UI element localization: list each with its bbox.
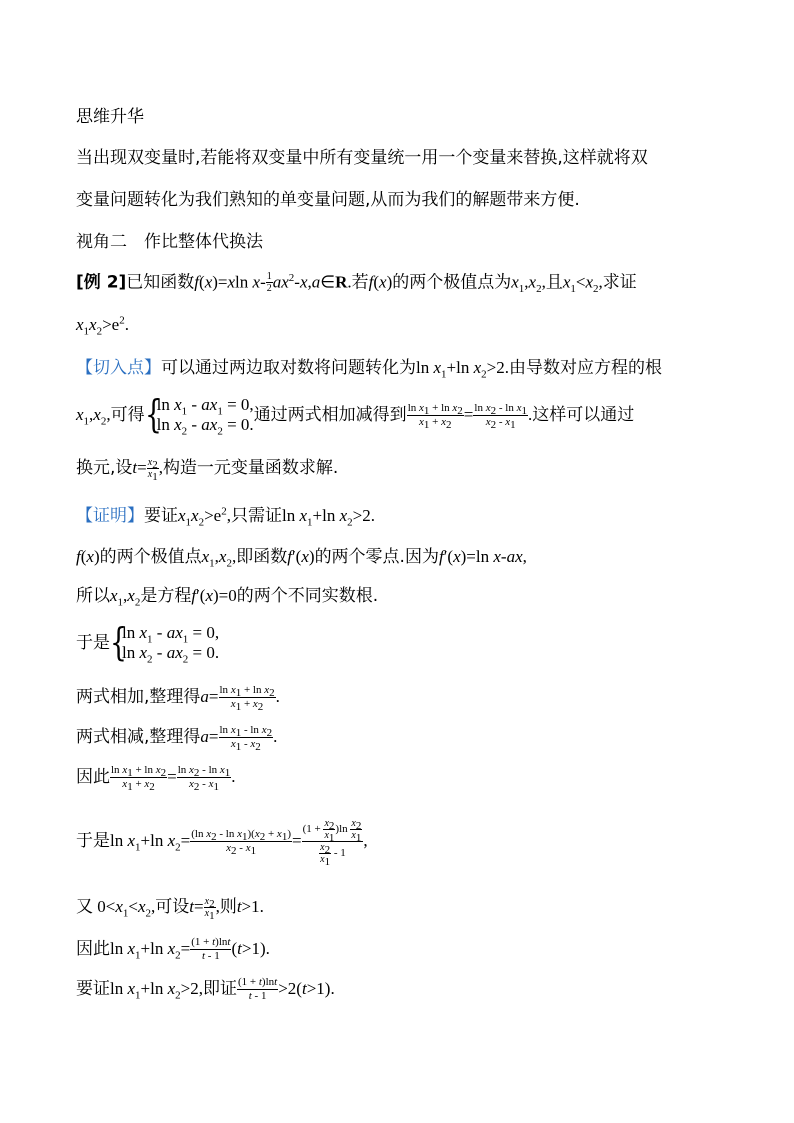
heading-think: 思维升华 [76,107,144,127]
proof-text: 是方程 [140,586,192,606]
entry-text: 由导数对应方程的根 [508,358,662,378]
entry-text: 这样可以通过 [532,405,635,425]
example-text: 求证 [602,272,637,293]
proof-text: 即证 [202,979,237,999]
proof-text: 要证 [76,979,110,999]
proof-line-thus [76,620,219,666]
fraction-t: $\frac{(1 + t)\ln t}{t - 1}$ [237,975,278,1002]
proof-text: 即函数 [236,547,288,567]
equation-system: { $\ln x_1 - ax_1 = 0$, $\ln x_2 - ax_2 = 0$. [110,620,220,666]
example-text: 的两个极值点为 [392,272,512,293]
proof-line-roots: 所以$x_1,x_2$是方程f′(x)=0的两个不同实数根. [76,586,379,609]
entry-label: 【切入点】 [76,358,161,378]
fraction-diff: $\frac{\ln x_1 - \ln x_2}{x_1 - x_2}$ [219,723,273,753]
entry-text: 可以通过两边取对数将问题转化为 [161,358,416,378]
entry-text: 换元,设 [76,458,133,478]
math: f [194,272,200,292]
equation-system: { $\ln x_1 - ax_1 = 0$, $\ln x_2 - ax_2 = 0$. [144,392,254,438]
fraction-ratio-form: (1 + $\frac{x_2}{x_1}$ )ln $\frac{x_2}{x_1}$ $\frac{x_2}{x_1}$ - 1 [302,817,362,868]
entry-text: 通过两式相加减得到 [253,405,407,425]
proof-text: 可设 [155,897,190,917]
fraction-ratio: $\frac{x_2}{x_1}$ [204,895,215,922]
proof-text: 因此 [76,939,110,959]
proof-line-also: 又 $0<x_1<x_2$,可设t= $\frac{x_2}{x_1}$ ,则t>1. [76,895,264,922]
proof-text: 因此 [76,767,110,787]
proof-text: 两式相减,整理得 [76,727,201,747]
entry-text: 可得 [110,405,145,425]
proof-line-sub: 两式相减,整理得a= $\frac{\ln x_1 - \ln x_2}{x_1 - x_2}$ . [76,723,278,753]
proof-text: 于是 [76,831,110,851]
proof-text: 的两个不同实数根. [236,586,379,606]
entry-line-2: $x_1,x_2$,可得 { $\ln x_1 - ax_1 = 0$, $\ln x_2 - ax_2 = 0$. 通过两式相加减得到 $\frac{\ln x_1 + \ln x_2}{x_1 + x_2}$ = $\frac{\ln x_2 - \ln x_1}{x_2 - x_1}$ .这样可以通过 [76,392,635,438]
proof-text: 又 [76,897,93,917]
proof-text: 的两个零点.因为 [314,547,439,567]
fraction-diff: $\frac{\ln x_2 - \ln x_1}{x_2 - x_1}$ [177,763,231,793]
proof-label: 【证明】 [76,506,144,526]
proof-line-need: 要证$\ln x_1+\ln$ $x_2>2$,即证 $\frac{(1 + t)\ln t}{t - 1}$ >2(t>1). [76,975,335,1002]
proof-line-1: 【证明】要证$x_1x_2>e^2$,只需证$\ln x_1+\ln$ $x_2>2$. [76,505,375,529]
fraction-sum: $\frac{\ln x_1 + \ln x_2}{x_1 + x_2}$ [407,401,463,431]
proof-line-add: 两式相加,整理得a= $\frac{\ln x_1 + \ln x_2}{x_1 + x_2}$ . [76,683,280,713]
heading-view-two: 视角二 作比整体代换法 [76,232,263,252]
example-line-1: [例 2]已知函数f(x)=xln x- $\frac{1}{2}$ $ax^2-x,a\in R$.若f(x)的两个极值点为$x_1,x_2$,且$x_1<x_2$,求证 [76,271,637,295]
fraction-product: $\frac{(\ln x_2 - \ln x_1)(x_2 + x_1)}{x_2 - x_1}$ [191,827,291,857]
proof-text: 所以 [76,586,110,606]
proof-text: 的两个极值点 [99,547,202,567]
fraction-diff: $\frac{\ln x_2 - \ln x_1}{x_2 - x_1}$ [474,401,527,431]
proof-text: 则 [219,897,237,917]
proof-line-zero: f(x)的两个极值点$x_1,x_2$,即函数f′(x)的两个零点.因为f′(x)=ln x-ax, [76,547,527,570]
fraction-half: $\frac{1}{2}$ [266,271,272,294]
entry-line-1: 【切入点】可以通过两边取对数将问题转化为$\ln x_1+\ln$ $x_2>2$.由导数对应方程的根 [76,358,662,381]
proof-line-yushi: 于是$\ln x_1+\ln$ $x_2=$ $\frac{(\ln x_2 - \ln x_1)(x_2 + x_1)}{x_2 - x_1}$ = (1 + $\frac{x_2}{x_1}$ )ln $\frac{x_2}{x_1}$ $\frac{x_2}{x_1}$ - 1 , [76,817,368,868]
proof-line-hence2: 因此$\ln x_1+\ln$ $x_2=$ $\frac{(1 + t)\ln t}{t - 1}$ (t>1). [76,935,270,962]
entry-line-3: 换元,设t= $\frac{x_2}{x_1}$ ,构造一元变量函数求解. [76,456,339,483]
fraction-sum: $\frac{\ln x_1 + \ln x_2}{x_1 + x_2}$ [111,763,167,793]
fraction-sum: $\frac{\ln x_1 + \ln x_2}{x_1 + x_2}$ [219,683,275,713]
proof-text: 只需证 [230,506,282,526]
example-label: [例 2] [76,272,127,293]
example-text: 已知函数 [126,272,195,293]
summary-line-1: 当出现双变量时,若能将双变量中所有变量统一用一个变量来替换,这样就将双 [76,148,648,168]
fraction-t: $\frac{(1 + t)\ln t}{t - 1}$ [191,935,231,962]
proof-text: 要证 [144,506,178,526]
proof-text: 于是 [76,633,110,653]
proof-line-hence: 因此 $\frac{\ln x_1 + \ln x_2}{x_1 + x_2}$ = $\frac{\ln x_2 - \ln x_1}{x_2 - x_1}$ . [76,763,236,793]
proof-text: 两式相加,整理得 [76,687,201,707]
summary-line-2: 变量问题转化为我们熟知的单变量问题,从而为我们的解题带来方便. [76,190,580,210]
fraction-ratio: $\frac{x_2}{x_1}$ [147,456,158,483]
entry-text: 构造一元变量函数求解. [162,458,339,478]
example-text: 若 [351,272,369,293]
example-line-2: $x_1x_2>e^2$. [76,314,129,338]
example-text: 且 [545,272,563,293]
